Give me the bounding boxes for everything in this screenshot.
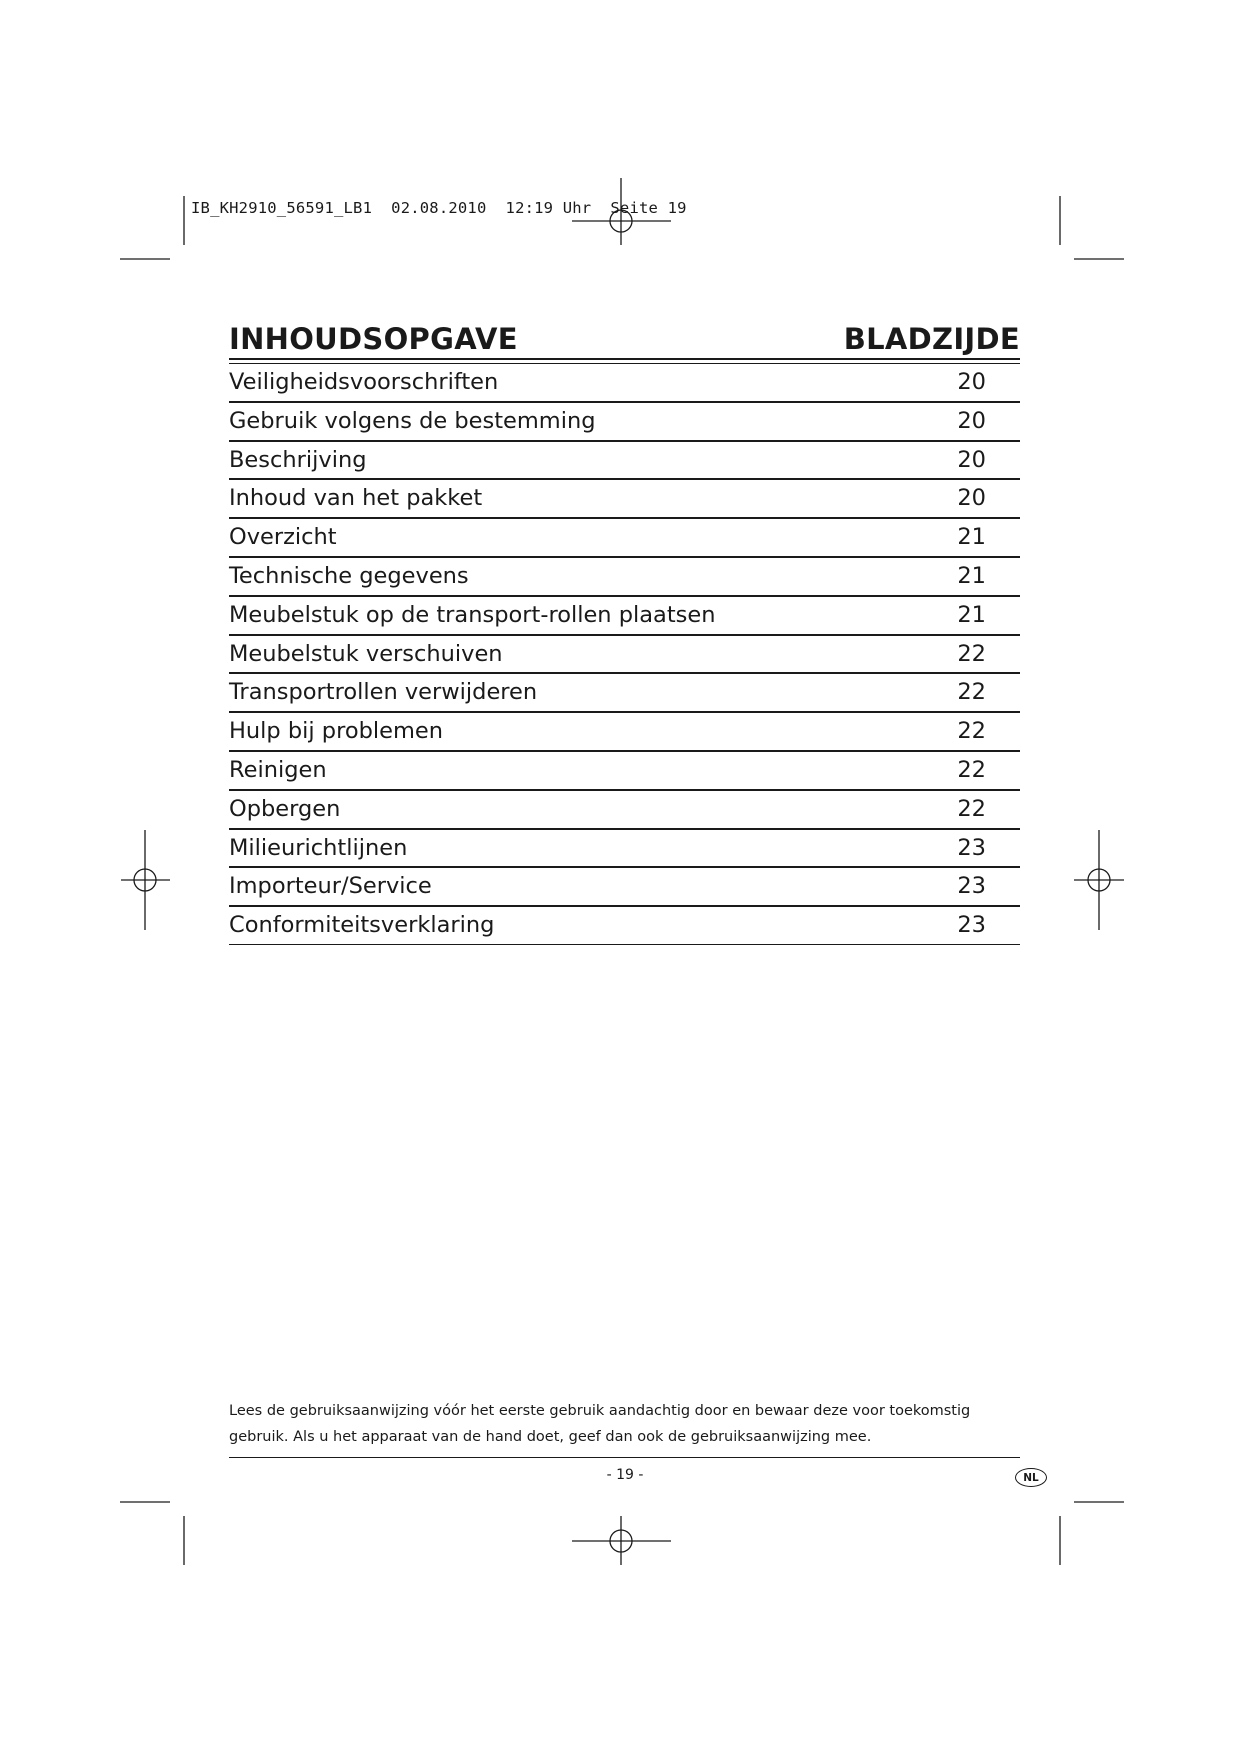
- toc-entry-label: Inhoud van het pakket: [229, 485, 483, 512]
- footer-note-line: gebruik. Als u het apparaat van de hand doet, geef dan ook de gebruiksaanwijzing mee.: [229, 1429, 872, 1445]
- toc-entry-page: 22: [957, 756, 986, 783]
- toc-entry-page: 22: [957, 795, 986, 822]
- toc-entry: [229, 441, 1020, 480]
- toc-entry-label: Gebruik volgens de bestemming: [229, 407, 596, 434]
- toc-entry-page: 23: [957, 912, 986, 939]
- toc-entry: [229, 790, 1020, 829]
- toc-entry-page: 20: [957, 485, 986, 512]
- registration-mark-right: [1074, 830, 1124, 930]
- toc-header: [229, 318, 1020, 360]
- toc-title: INHOUDSOPGAVE: [229, 322, 518, 356]
- registration-mark-bottom: [572, 1516, 671, 1565]
- toc-entry-label: Importeur/Service: [229, 873, 432, 900]
- toc-entry-page: 21: [957, 524, 986, 551]
- toc-entry-page: 22: [957, 640, 986, 667]
- toc-page-column-header: BLADZIJDE: [843, 322, 1020, 356]
- toc-entry-label: Overzicht: [229, 524, 337, 551]
- toc-entry-label: Hulp bij problemen: [229, 718, 444, 745]
- toc-entry: [229, 906, 1020, 945]
- toc-entry-page: 20: [957, 446, 986, 473]
- toc-entry-page: 23: [957, 873, 986, 900]
- registration-mark-top: [572, 178, 671, 245]
- toc-entry-label: Milieurichtlijnen: [229, 834, 408, 861]
- toc-entry: [229, 518, 1020, 557]
- toc-entry: [229, 363, 1020, 402]
- toc-list: [229, 363, 1020, 945]
- toc-entry-label: Veiligheidsvoorschriften: [229, 369, 499, 395]
- registration-mark-left: [121, 830, 170, 930]
- toc-entry-page: 21: [957, 601, 986, 628]
- footer-note-line: Lees de gebruiksaanwijzing vóór het eerste gebruik aandachtig door en bewaar deze voor toekomstig: [229, 1403, 971, 1419]
- toc-entry-page: 23: [957, 834, 986, 861]
- toc-entry: [229, 751, 1020, 790]
- page-number: - 19 -: [606, 1467, 644, 1483]
- toc-entry: [229, 673, 1020, 712]
- toc-entry-page: 20: [957, 369, 986, 395]
- toc-entry-label: Technische gegevens: [229, 562, 469, 589]
- toc-entry-label: Opbergen: [229, 795, 341, 822]
- toc-entry-label: Reinigen: [229, 756, 327, 783]
- toc-entry-label: Transportrollen verwijderen: [229, 679, 538, 706]
- toc-entry-label: Beschrijving: [229, 446, 367, 473]
- toc-entry-page: 22: [957, 718, 986, 745]
- language-badge: NL: [1015, 1468, 1047, 1487]
- toc-entry-page: 21: [957, 562, 986, 589]
- toc-entry: [229, 596, 1020, 635]
- toc-entry: [229, 479, 1020, 518]
- print-slug: IB_KH2910_56591_LB1 02.08.2010 12:19 Uhr Seite 19: [191, 199, 687, 217]
- toc-entry-label: Meubelstuk verschuiven: [229, 640, 503, 667]
- toc-entry-page: 22: [957, 679, 986, 706]
- toc-entry: [229, 829, 1020, 868]
- toc-entry: [229, 635, 1020, 674]
- toc-entry: [229, 867, 1020, 906]
- footer-note: [229, 1398, 1029, 1450]
- toc-entry: [229, 557, 1020, 596]
- toc-entry: [229, 712, 1020, 751]
- toc-entry: [229, 402, 1020, 441]
- toc-entry-label: Meubelstuk op de transport-rollen plaatsen: [229, 601, 716, 628]
- toc-entry-label: Conformiteitsverklaring: [229, 912, 495, 939]
- toc-entry-page: 20: [957, 407, 986, 434]
- footer-divider: [229, 1457, 1020, 1458]
